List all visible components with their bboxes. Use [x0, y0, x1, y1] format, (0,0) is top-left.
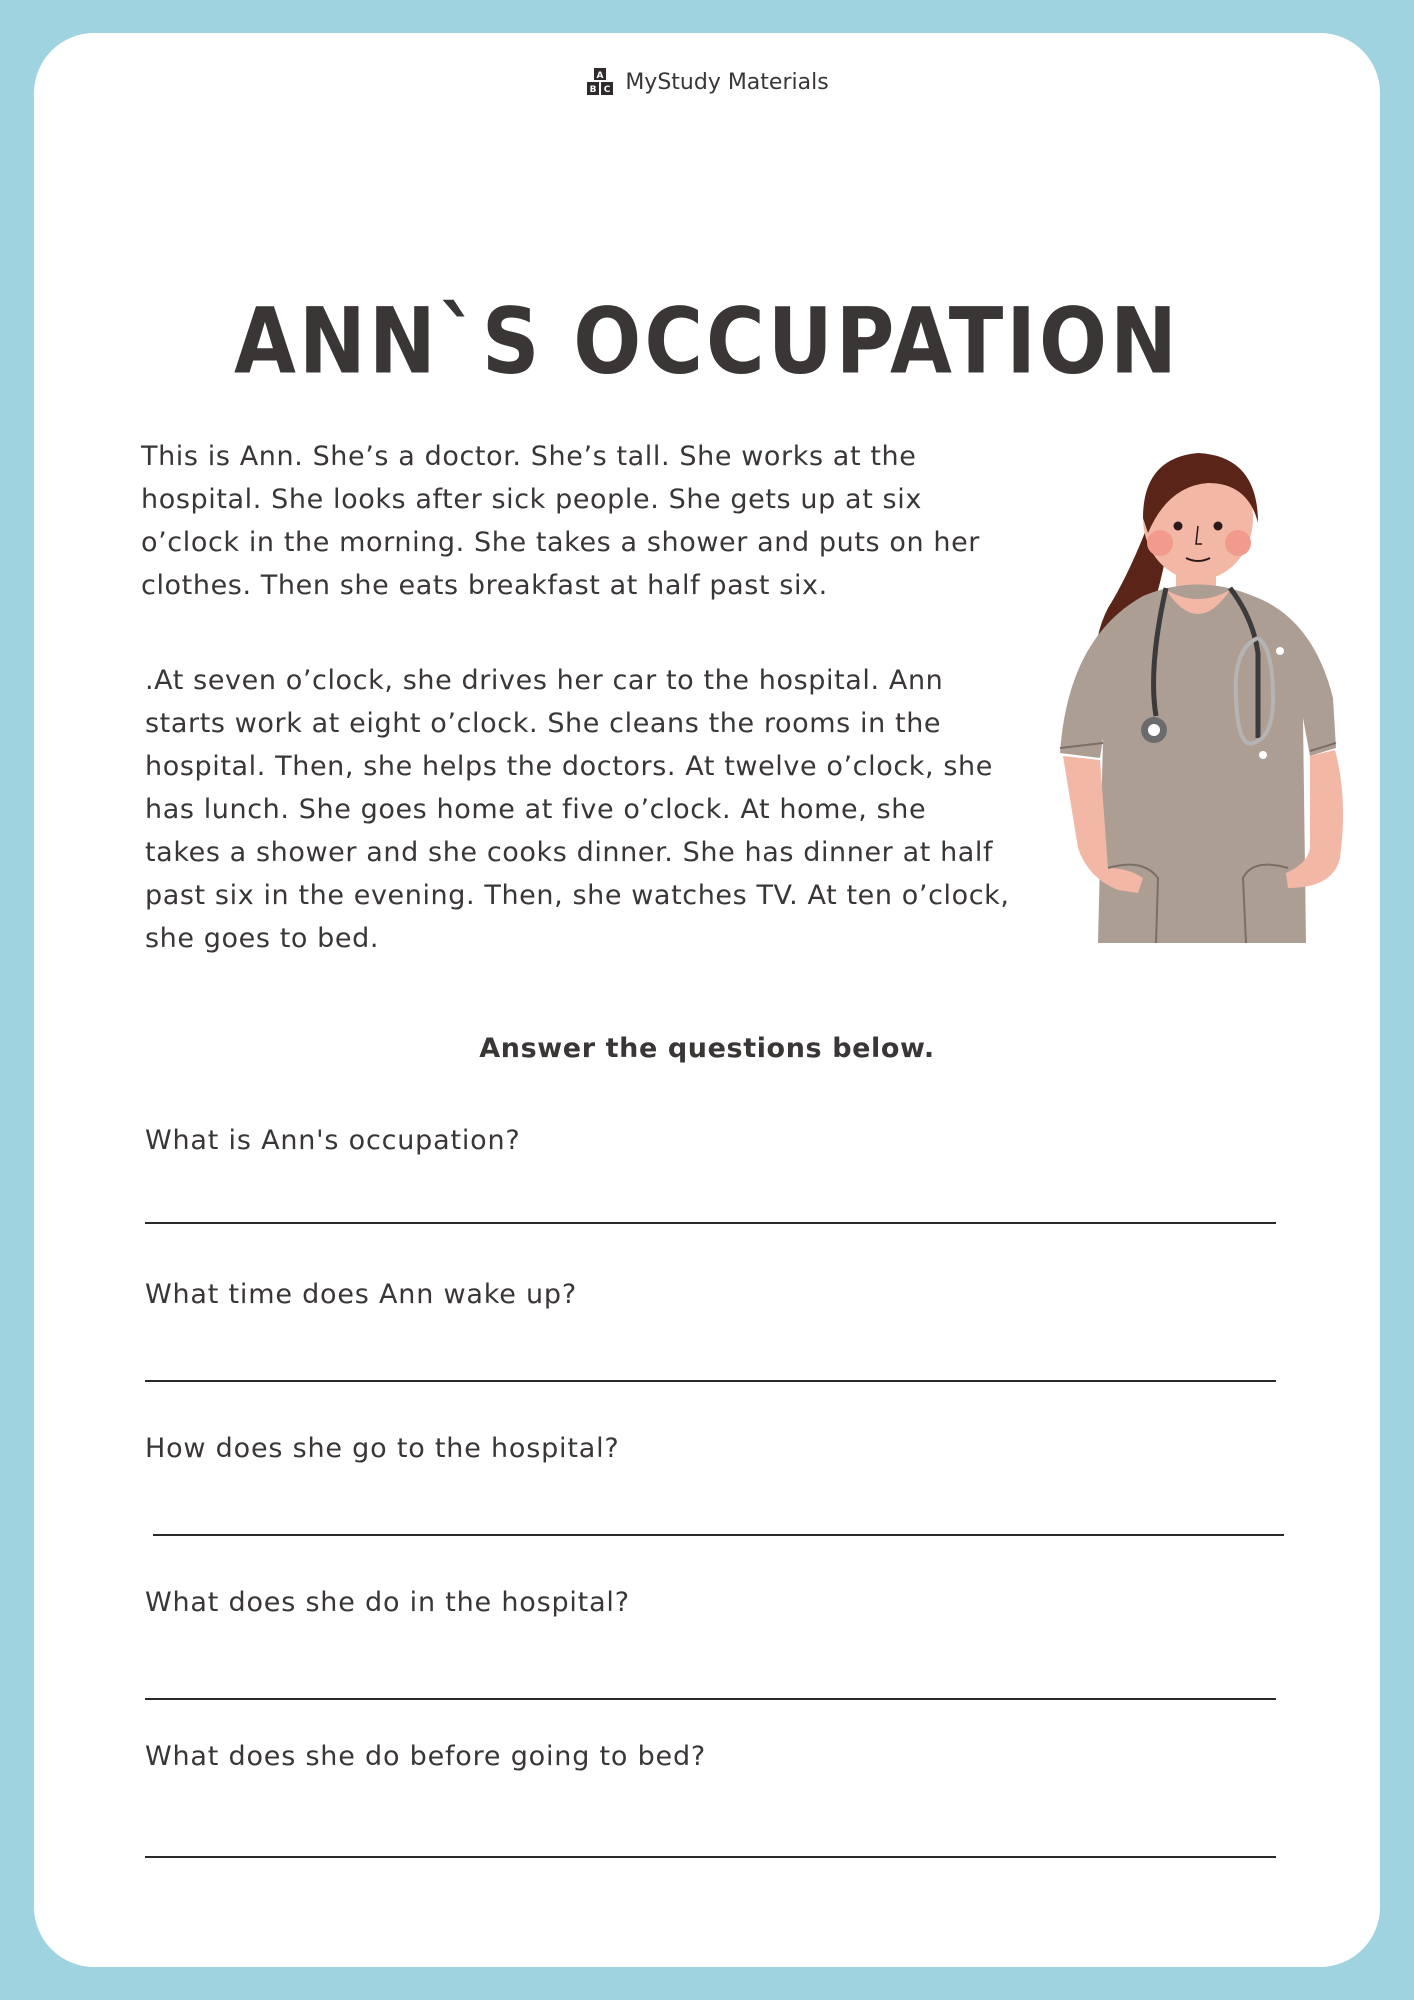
question-5: What does she do before going to bed? [145, 1741, 707, 1772]
worksheet-title: ANN`S OCCUPATION [234, 288, 1180, 395]
question-2: What time does Ann wake up? [145, 1279, 577, 1310]
reading-paragraph-2: .At seven o’clock, she drives her car to the hospital. Ann starts work at eight o’clock. She cleans the rooms in the hospital. Then, she helps the doctors. At twelve o’clock, she has lunch. She goes home at five o’clock. At home, she takes a shower and she cooks dinner. She has dinner at half past six in the evening. Then, she watches TV. At ten o’clock, she goes to bed. [145, 665, 1010, 954]
answer-line-3[interactable] [153, 1534, 1284, 1536]
reading-paragraph-1: This is Ann. She’s a doctor. She’s tall. She works at the hospital. She looks after sick people. She gets up at six o’clock in the morning. She takes a shower and puts on her clothes. Then she eats breakfast at half past six. [141, 441, 981, 601]
abc-blocks-icon [585, 67, 615, 97]
answer-line-1[interactable] [145, 1222, 1276, 1224]
question-4: What does she do in the hospital? [145, 1587, 630, 1618]
worksheet-page [34, 33, 1380, 1967]
svg-text:C: C [604, 85, 611, 95]
answer-line-5[interactable] [145, 1856, 1276, 1858]
answer-line-4[interactable] [145, 1698, 1276, 1700]
doctor-illustration [1048, 438, 1353, 943]
question-3: How does she go to the hospital? [145, 1433, 620, 1464]
svg-text:A: A [596, 71, 604, 81]
answer-line-2[interactable] [145, 1380, 1276, 1382]
question-1: What is Ann's occupation? [145, 1125, 521, 1156]
instructions-heading: Answer the questions below. [479, 1033, 935, 1064]
brand-header [34, 67, 1380, 97]
brand-name: MyStudy Materials [625, 69, 829, 95]
svg-text:B: B [589, 85, 597, 95]
